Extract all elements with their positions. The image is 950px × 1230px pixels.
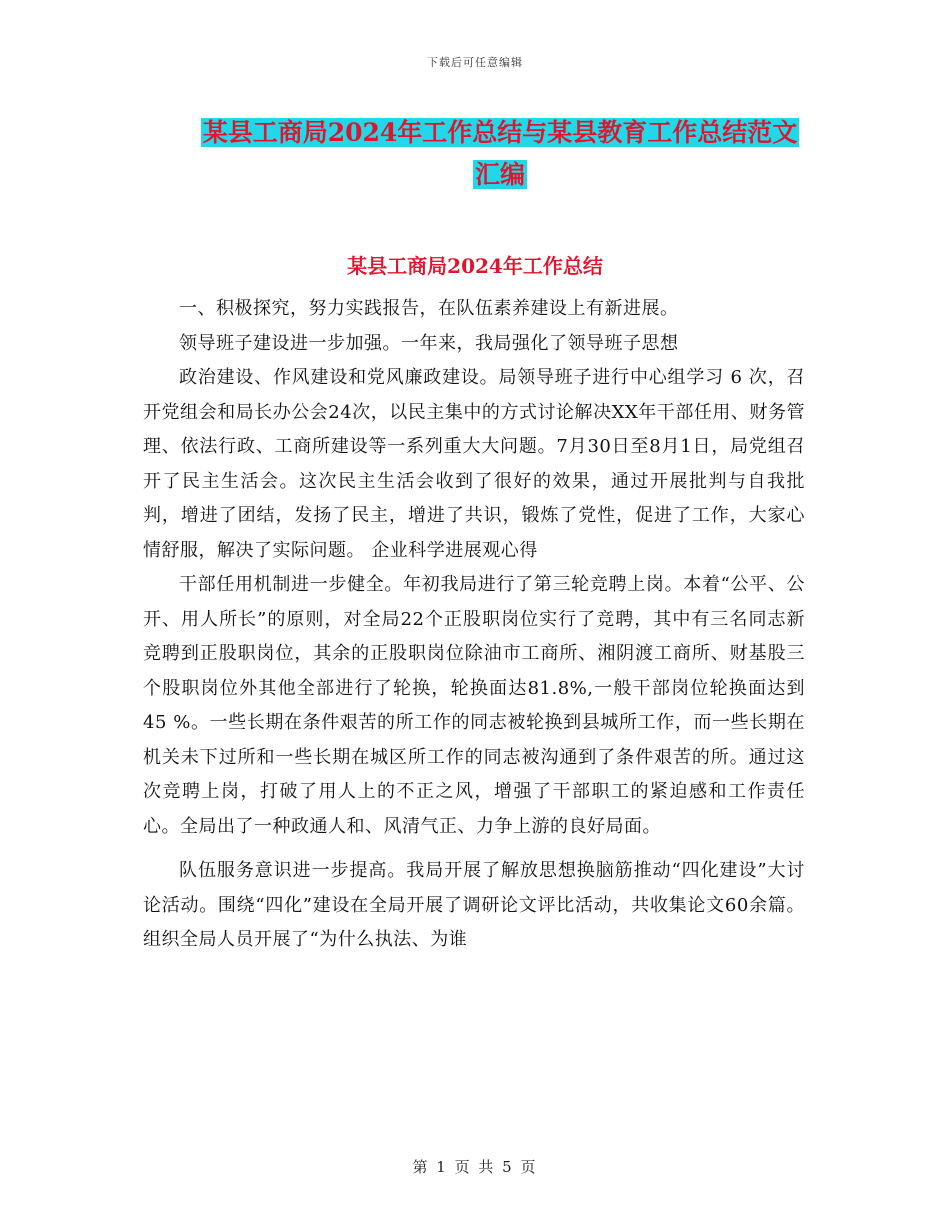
page-number-footer: 第 1 页 共 5 页 [412,1158,538,1176]
document-title [150,112,850,196]
section-title: 某县工商局2024年工作总结 [347,254,603,278]
paragraph: 队伍服务意识进一步提高。我局开展了解放思想换脑筋推动“四化建设”大讨论活动。围绕“四化”建设在全局开展了调研论文评比活动，共收集论文60余篇。组织全局人员开展了“为什么执法、为谁 [143,860,805,950]
document-title-line2: 汇编 [474,160,525,189]
paragraph: 一、积极探究，努力实践报告，在队伍素养建设上有新进展。 [179,298,679,319]
paragraph: 干部任用机制进一步健全。年初我局进行了第三轮竞聘上岗。本着“公平、公开、用人所长”的原则，对全局22个正股职岗位实行了竞聘，其中有三名同志新竞聘到正股职岗位，其余的正股职岗位除油市工商所、湘阴渡工商所、财基股三个股职岗位外其他全部进行了轮换，轮换面达81.8%,一般干部岗位轮换面达到45 %。一些长期在条件艰苦的所工作的同志被轮换到县城所工作，而一些长期在机关未下过所和一些长期在城区所工作的同志被沟通到了条件艰苦的所。通过这次竞聘上岗，打破了用人上的不正之风，增强了干部职工的紧迫感和工作责任心。全局出了一种政通人和、风清气正、力争上游的良好局面。 [143,574,805,837]
document-body [143,292,805,958]
paragraph: 政治建设、作风建设和党风廉政建设。局领导班子进行中心组学习 6 次，召开党组会和局长办公会24次，以民主集中的方式讨论解决XX年干部任用、财务管理、依法行政、工商所建设等一系列重大大问题。7月30日至8月1日，局党组召开了民主生活会。这次民主生活会收到了很好的效果，通过开展批判与自我批判，增进了团结，发扬了民主，增进了共识，锻炼了党性，促进了工作，大家心情舒服，解决了实际问题。 企业科学进展观心得 [143,367,805,561]
header-note: 下载后可任意编辑 [427,56,523,69]
paragraph: 领导班子建设进一步加强。一年来，我局强化了领导班子思想 [179,332,679,354]
document-title-line1: 某县工商局2024年工作总结与某县教育工作总结范文 [202,118,798,147]
